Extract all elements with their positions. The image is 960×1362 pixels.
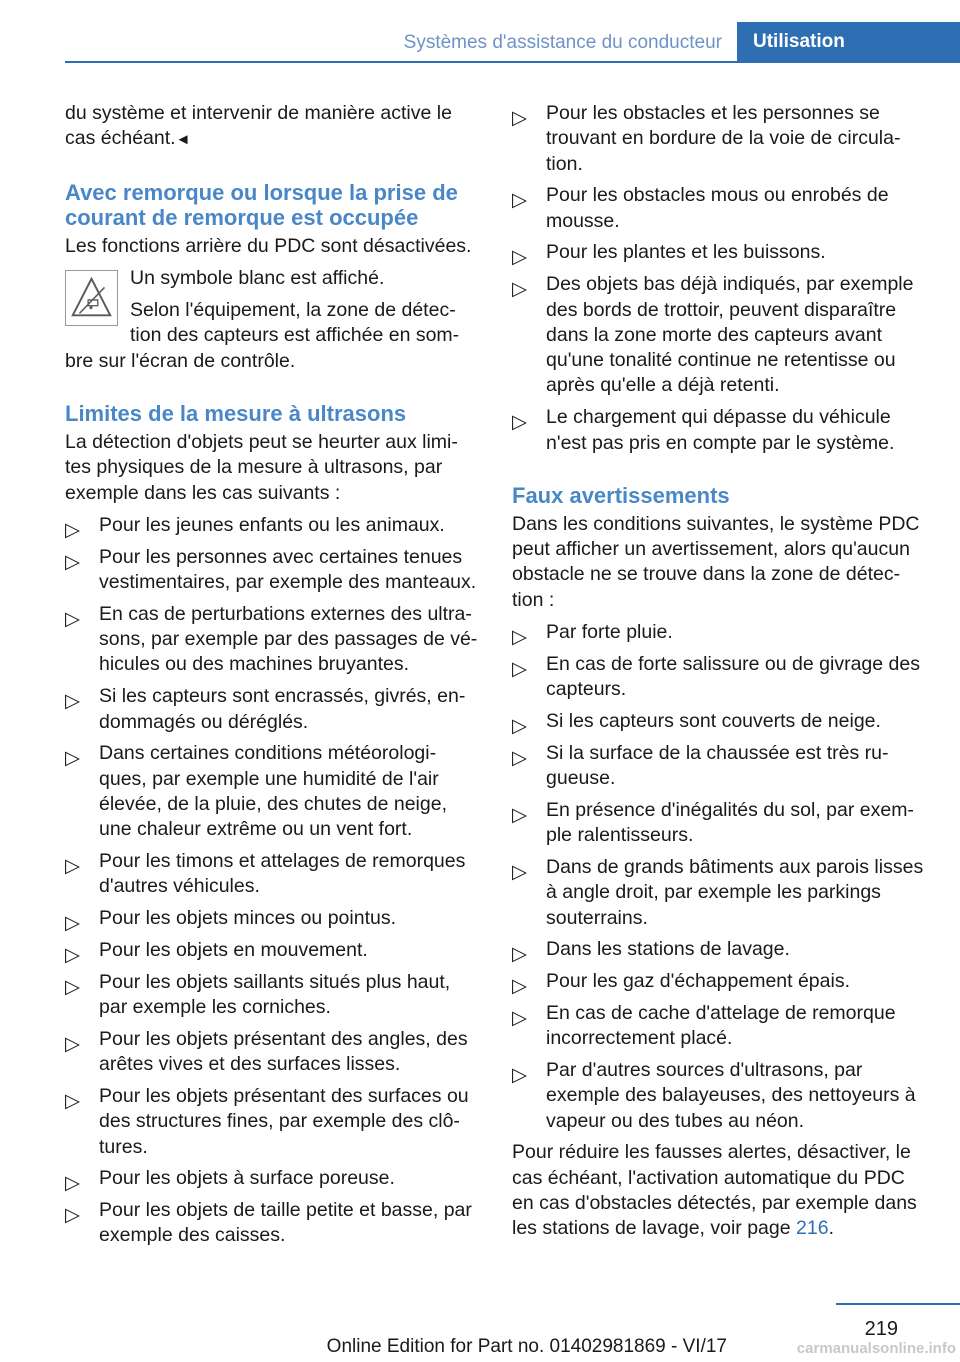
- limits-list-continued: [512, 101, 930, 456]
- heading-faux-avertissements: Faux avertissements: [512, 482, 730, 508]
- list-item: ▷ Dans de grands bâtiments aux parois lisses à angle droit, par exemple les parkings souterrains.: [512, 855, 924, 929]
- bullet-icon: ▷: [65, 518, 80, 541]
- list-item: ▷ Pour les timons et attelages de remorques d'autres véhicules.: [65, 850, 466, 898]
- list-item: ▷ Pour les objets minces ou pointus.: [65, 906, 480, 931]
- bullet-icon: ▷: [512, 411, 527, 434]
- running-header-tab: Utilisation: [737, 22, 960, 62]
- paragraph-symbole: Un symbole blanc est affiché.: [130, 266, 385, 289]
- bullet-icon: ▷: [65, 1172, 80, 1195]
- list-item: ▷ Si la surface de la chaussée est très ru-gueuse.: [512, 741, 889, 790]
- bullet-icon: ▷: [65, 747, 80, 770]
- list-item: ▷ Pour les plantes et les buissons.: [512, 240, 930, 265]
- paragraph-equipement: Selon l'équipement, la zone de détec-tion des capteurs est affichée en som-bre sur l'écran de contrôle.: [65, 299, 460, 372]
- list-item: ▷ Le chargement qui dépasse du véhicule n'est pas pris en compte par le système.: [512, 406, 895, 454]
- bullet-icon: ▷: [512, 860, 527, 883]
- bullet-icon: ▷: [512, 107, 527, 129]
- list-item: ▷ Pour les personnes avec certaines tenues vestimentaires, par exemple des manteaux.: [65, 545, 477, 594]
- bullet-icon: ▷: [512, 975, 527, 998]
- heading-remorque: Avec remorque ou lorsque la prise de courant de remorque est occupée: [65, 179, 458, 230]
- list-item: ▷ Pour les obstacles et les personnes se trouvant en bordure de la voie de circula-tion.: [512, 102, 901, 175]
- bullet-icon: ▷: [65, 1032, 80, 1055]
- bullet-icon: ▷: [65, 975, 80, 998]
- bullet-icon: ▷: [65, 943, 80, 966]
- paragraph-reduire: Pour réduire les fausses alertes, désactiver, le cas échéant, l'activation automatique du PDC en cas d'obstacles détectés, par exemple dans les stations de lavage, voir page 216.: [512, 1141, 917, 1240]
- edition-note: Online Edition for Part no. 01402981869 - VI/17: [326, 1336, 727, 1357]
- bullet-icon: ▷: [512, 626, 527, 649]
- bullet-icon: ▷: [65, 607, 80, 630]
- bullet-icon: ▷: [65, 550, 80, 573]
- trailer-warning-icon: [65, 270, 118, 326]
- intro-paragraph: du système et intervenir de manière active le cas échéant.◄: [65, 102, 452, 150]
- right-column: [512, 101, 930, 1249]
- bullet-icon: ▷: [65, 1204, 80, 1227]
- list-item: ▷ Pour les jeunes enfants ou les animaux.: [65, 513, 480, 538]
- list-item: ▷ Pour les objets de taille petite et basse, par exemple des caisses.: [65, 1199, 472, 1247]
- footer-rule: [836, 1303, 960, 1305]
- list-item: ▷ En présence d'inégalités du sol, par exem-ple ralentisseurs.: [512, 798, 914, 847]
- list-item: ▷ Pour les objets en mouvement.: [65, 938, 480, 963]
- false-warnings-list: [512, 620, 930, 1134]
- running-header-section: Systèmes d'assistance du conducteur: [403, 32, 722, 53]
- list-item: ▷ Dans les stations de lavage.: [512, 937, 930, 962]
- list-item: ▷ En cas de forte salissure ou de givrage des capteurs.: [512, 652, 920, 701]
- list-item: ▷ En cas de perturbations externes des ultra-sons, par exemple par des passages de vé-hicules ou des machines bruyantes.: [65, 602, 478, 676]
- bullet-icon: ▷: [512, 746, 527, 769]
- list-item: ▷ Si les capteurs sont couverts de neige.: [512, 709, 930, 734]
- bullet-icon: ▷: [512, 278, 527, 301]
- bullet-icon: ▷: [512, 803, 527, 826]
- bullet-icon: ▷: [65, 912, 80, 935]
- bullet-icon: ▷: [512, 189, 527, 212]
- limits-list: [65, 513, 480, 1249]
- header-rule: [65, 61, 960, 63]
- watermark: carmanualsonline.info: [796, 1340, 956, 1357]
- heading-limites: Limites de la mesure à ultrasons: [65, 401, 407, 427]
- left-column: [65, 101, 480, 1255]
- list-item: ▷ Pour les objets à surface poreuse.: [65, 1166, 480, 1191]
- list-item: ▷ Par forte pluie.: [512, 620, 930, 645]
- list-item: ▷ Pour les objets présentant des surfaces ou des structures fines, par exemple des clô-tures.: [65, 1084, 469, 1158]
- paragraph-detection: La détection d'objets peut se heurter aux limi-tes physiques de la mesure à ultrasons, par exemple dans les cas suivants :: [65, 431, 458, 504]
- list-item: ▷ Pour les gaz d'échappement épais.: [512, 969, 930, 994]
- list-item: ▷ En cas de cache d'attelage de remorque incorrectement placé.: [512, 1001, 896, 1050]
- list-item: ▷ Si les capteurs sont encrassés, givrés, en-dommagés ou déréglés.: [65, 685, 466, 733]
- list-item: ▷ Pour les objets saillants situés plus haut, par exemple les corniches.: [65, 970, 451, 1019]
- bullet-icon: ▷: [512, 657, 527, 680]
- page-link[interactable]: 216: [796, 1217, 829, 1240]
- bullet-icon: ▷: [512, 714, 527, 737]
- list-item: ▷ Pour les objets présentant des angles, des arêtes vives et des surfaces lisses.: [65, 1027, 468, 1076]
- list-item: ▷ Pour les obstacles mous ou enrobés de mousse.: [512, 184, 889, 232]
- paragraph-pdc: Les fonctions arrière du PDC sont désactivées.: [65, 234, 472, 257]
- bullet-icon: ▷: [512, 246, 527, 269]
- end-mark: ◄: [175, 131, 191, 149]
- bullet-icon: ▷: [65, 690, 80, 713]
- bullet-icon: ▷: [65, 1089, 80, 1112]
- paragraph-conditions: Dans les conditions suivantes, le système PDC peut afficher un avertissement, alors qu'aucun obstacle ne se trouve dans la zone de détec-tion :: [512, 512, 920, 611]
- page-number: 219: [864, 1318, 898, 1340]
- bullet-icon: ▷: [512, 1064, 527, 1086]
- list-item: ▷ Par d'autres sources d'ultrasons, par exemple des balayeuses, des nettoyeurs à vapeur ou des tubes au néon.: [512, 1059, 916, 1132]
- list-item: ▷ Dans certaines conditions météorologi-ques, par exemple une humidité de l'air élevée, de la pluie, des chutes de neige, une chaleur extrême ou un vent fort.: [65, 742, 448, 841]
- bullet-icon: ▷: [65, 855, 80, 878]
- bullet-icon: ▷: [512, 1006, 527, 1029]
- list-item: ▷ Des objets bas déjà indiqués, par exemple des bords de trottoir, peuvent disparaître dans la zone morte des capteurs avant qu'une tonalité continue ne retentisse ou après qu'elle a déjà retenti.: [512, 273, 914, 397]
- warning-block: [65, 266, 480, 374]
- bullet-icon: ▷: [512, 943, 527, 966]
